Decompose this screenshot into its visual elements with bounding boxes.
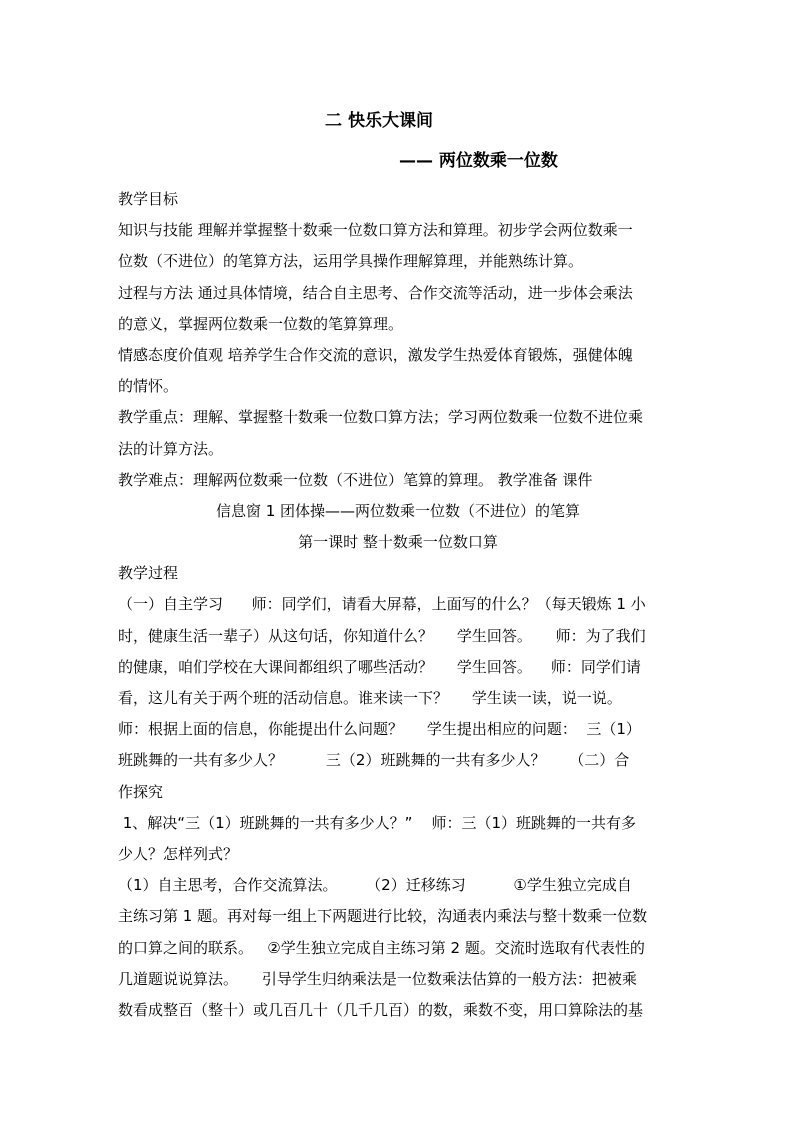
text-line: 看，这儿有关于两个班的活动信息。谁来读一下？ 学生读一读，说一说。 xyxy=(118,689,622,707)
document-body xyxy=(118,184,678,1026)
text-line: 情感态度价值观 培养学生合作交流的意识，激发学生热爱体育锻炼，强健体魄 xyxy=(118,345,633,364)
text-line: 教学难点：理解两位数乘一位数（不进位）笔算的算理。 教学准备 课件 xyxy=(118,470,593,489)
text-line: 数看成整百（整十）或几百几十（几千几百）的数，乘数不变，用口算除法的基 xyxy=(118,1000,644,1019)
section-heading: 信息窗 1 团体操——两位数乘一位数（不进位）的笔算 xyxy=(215,501,581,520)
text-line: 作探究 xyxy=(118,782,164,801)
text-line: （1）自主思考，合作交流算法。 （2）迁移练习 ①学生独立完成自 xyxy=(118,876,632,895)
text-line: 过程与方法 通过具体情境，结合自主思考、合作交流等活动，进一步体会乘法 xyxy=(118,283,633,302)
text-line: 的健康，咱们学校在大课间都组织了哪些活动？ 学生回答。 师：同学们请 xyxy=(118,657,641,676)
text-line: 师：根据上面的信息，你能提出什么问题？ 学生提出相应的问题： 三（1） xyxy=(118,720,641,739)
document-title: 二 快乐大课间 xyxy=(325,111,433,131)
text-line: 的情怀。 xyxy=(118,377,179,396)
lesson-heading: 第一课时 整十数乘一位数口算 xyxy=(298,533,498,552)
subtitle-text: —— 两位数乘一位数 xyxy=(399,151,558,171)
text-line: 教学重点：理解、掌握整十数乘一位数口算方法；学习两位数乘一位数不进位乘 xyxy=(118,408,644,427)
text-line: 1、解决“三（1）班跳舞的一共有多少人？” 师：三（1）班跳舞的一共有多 xyxy=(118,813,637,832)
text-line: 的意义，掌握两位数乘一位数的笔算算理。 xyxy=(118,314,404,333)
text-line: （一）自主学习 师：同学们，请看大屏幕，上面写的什么？（每天锻炼 1 小 xyxy=(118,595,646,614)
text-line: 知识与技能 理解并掌握整十数乘一位数口算方法和算理。初步学会两位数乘一 xyxy=(118,221,633,240)
document-subtitle xyxy=(200,146,794,171)
text-line: 少人？怎样列式？ xyxy=(118,844,239,863)
text-line: 教学过程 xyxy=(118,564,179,583)
text-line: 班跳舞的一共有多少人？ 三（2）班跳舞的一共有多少人？ （二）合 xyxy=(118,751,630,770)
text-line: 几道题说说算法。 引导学生归纳乘法是一位数乘法估算的一般方法：把被乘 xyxy=(118,969,637,988)
text-line: 法的计算方法。 xyxy=(118,439,224,458)
text-line: 时，健康生活一辈子）从这句话，你知道什么？ 学生回答。 师：为了我们 xyxy=(118,626,646,645)
text-line: 主练习第 1 题。再对每一组上下两题进行比较，沟通表内乘法与整十数乘一位数 xyxy=(118,907,648,926)
text-line: 教学目标 xyxy=(118,190,179,208)
text-line: 位数（不进位）的笔算方法，运用学具操作理解算理，并能熟练计算。 xyxy=(118,252,584,271)
text-line: 的口算之间的联系。 ②学生独立完成自主练习第 2 题。交流时选取有代表性的 xyxy=(118,938,645,957)
